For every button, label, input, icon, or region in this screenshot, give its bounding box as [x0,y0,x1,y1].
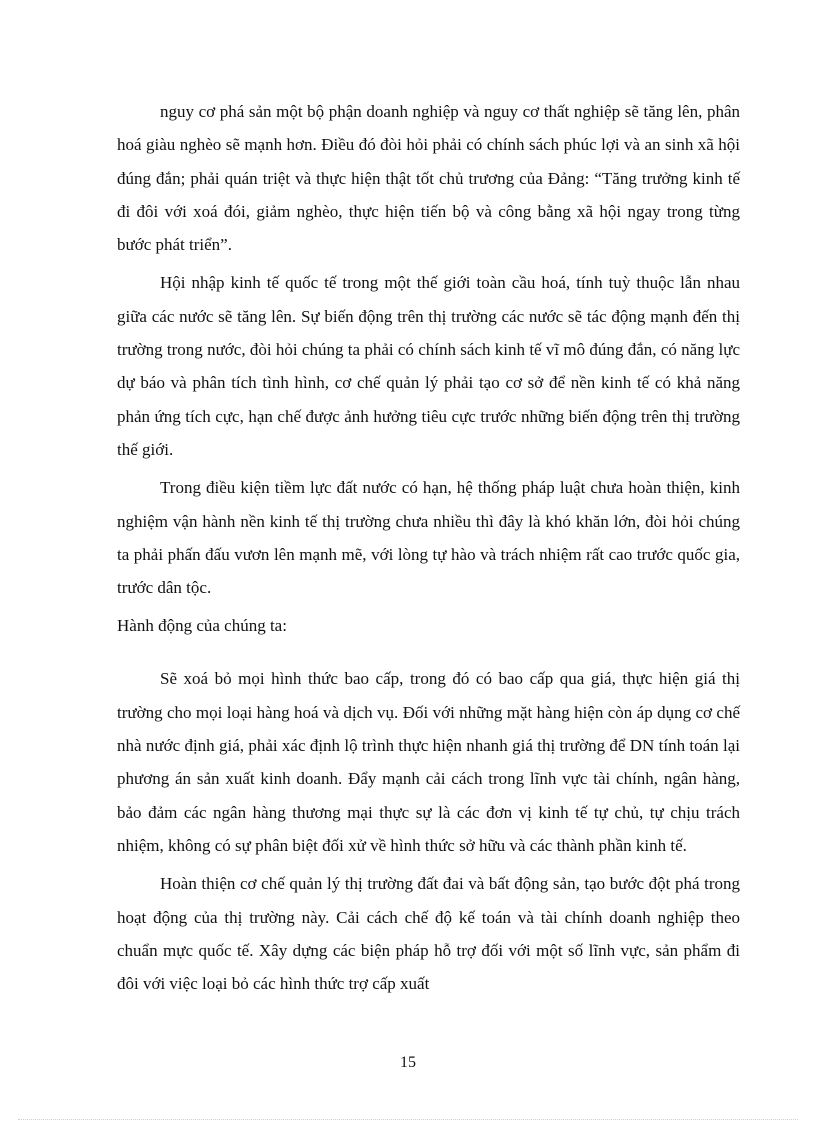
page-number: 15 [400,1054,416,1071]
paragraph-3: Trong điều kiện tiềm lực đất nước có hạn, hệ thống pháp luật chưa hoàn thiện, kinh nghiệm vận hành nền kinh tế thị trường chưa nhiều thì đây là khó khăn lớn, đòi hỏi chúng ta phải phấn đấu vươn lên mạnh mẽ, với lòng tự hào và trách nhiệm rất cao trước quốc gia, trước dân tộc. [117,478,740,598]
page-bottom-divider [18,1119,798,1120]
paragraph-4: Sẽ xoá bỏ mọi hình thức bao cấp, trong đó có bao cấp qua giá, thực hiện giá thị trường cho mọi loại hàng hoá và dịch vụ. Đối với những mặt hàng hiện còn áp dụng cơ chế nhà nước định giá, phải xác định lộ trình thực hiện nhanh giá thị trường để DN tính toán lại phương án sản xuất kinh doanh. Đẩy mạnh cải cách trong lĩnh vực tài chính, ngân hàng, bảo đảm các ngân hàng thương mại thực sự là các đơn vị kinh tế tự chủ, tự chịu trách nhiệm, không có sự phân biệt đối xử về hình thức sở hữu và các thành phần kinh tế. [117,669,740,855]
page-body [117,95,740,1000]
section-heading: Hành động của chúng ta: [117,616,287,636]
paragraph-1: nguy cơ phá sản một bộ phận doanh nghiệp và nguy cơ thất nghiệp sẽ tăng lên, phân hoá giàu nghèo sẽ mạnh hơn. Điều đó đòi hỏi phải có chính sách phúc lợi và an sinh xã hội đúng đắn; phải quán triệt và thực hiện thật tốt chủ trương của Đảng: “Tăng trưởng kinh tế đi đôi với xoá đói, giảm nghèo, thực hiện tiến bộ và công bằng xã hội ngay trong từng bước phát triển”. [117,102,740,255]
paragraph-5: Hoàn thiện cơ chế quản lý thị trường đất đai và bất động sản, tạo bước đột phá trong hoạt động của thị trường này. Cải cách chế độ kế toán và tài chính doanh nghiệp theo chuẩn mực quốc tế. Xây dựng các biện pháp hỗ trợ đối với một số lĩnh vực, sản phẩm đi đôi với việc loại bỏ các hình thức trợ cấp xuất [117,874,740,994]
paragraph-2: Hội nhập kinh tế quốc tế trong một thế giới toàn cầu hoá, tính tuỳ thuộc lẫn nhau giữa các nước sẽ tăng lên. Sự biến động trên thị trường các nước sẽ tác động mạnh đến thị trường trong nước, đòi hỏi chúng ta phải có chính sách kinh tế vĩ mô đúng đắn, có năng lực dự báo và phân tích tình hình, cơ chế quản lý phải tạo cơ sở để nền kinh tế có khả năng phản ứng tích cực, hạn chế được ảnh hưởng tiêu cực trước những biến động trên thị trường thế giới. [117,273,740,459]
